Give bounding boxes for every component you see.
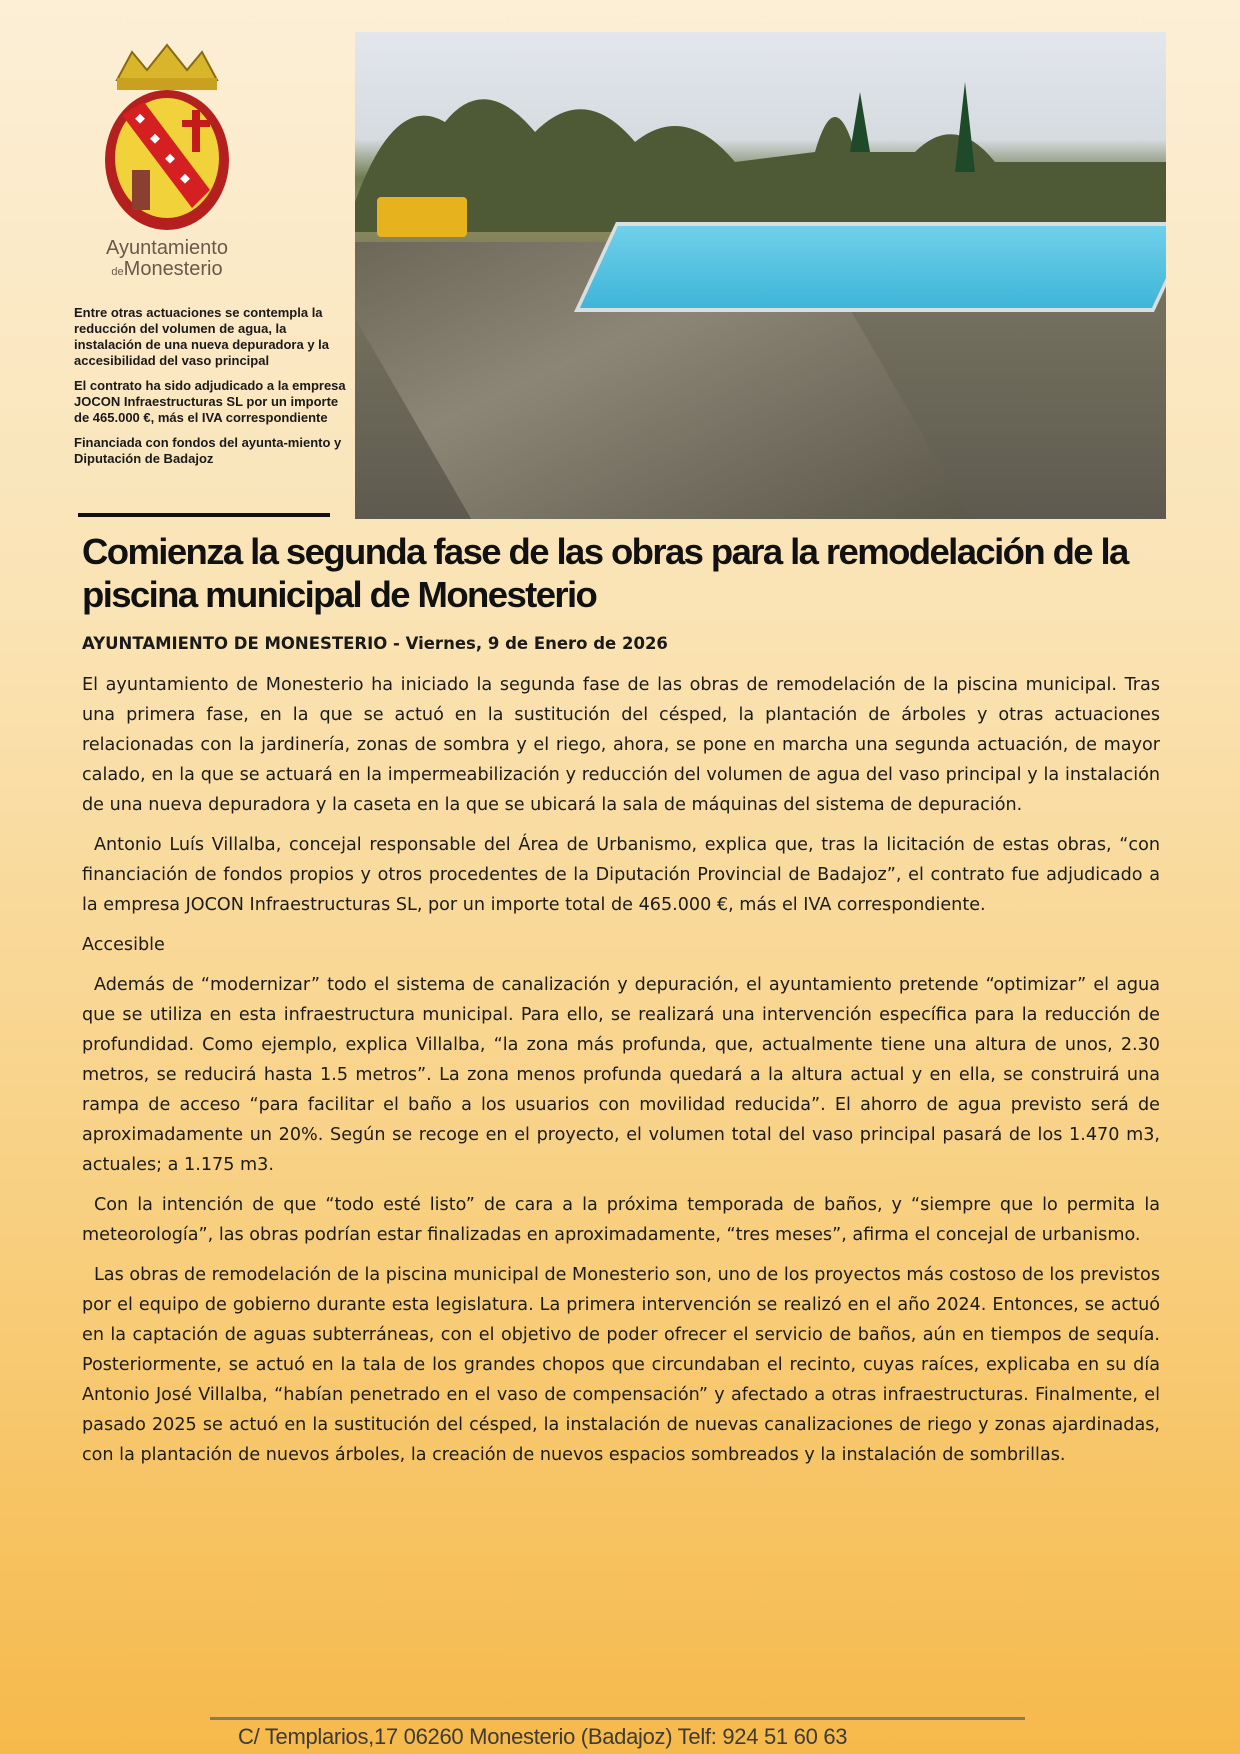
paragraph: Con la intención de que “todo esté listo” de cara a la próxima temporada de baños, y “siempre que lo permita la meteorología”, las obras podrían estar finalizadas en aproximadamente, “tres meses”, afirma el concejal de urbanismo. — [82, 1195, 1160, 1245]
paragraph: Además de “modernizar” todo el sistema de canalización y depuración, el ayuntamiento pretende “optimizar” el agua que se utiliza en esta infraestructura municipal. Para ello, se realizará una intervención específica para la reducción de profundidad. Como ejemplo, explica Villalba, “la zona más profunda, que, actualmente tiene una altura de unos, 2.30 metros, se reducirá hasta 1.5 metros”. La zona menos profunda quedará a la altura actual y en ella, se construirá una rampa de acceso “para facilitar el baño a los usuarios con movilidad reducida”. El ahorro de agua previsto será de aproximadamente un 20%. Según se recoge en el proyecto, el volumen total del vaso principal pasará de los 1.470 m3, actuales; a 1.175 m3. — [82, 975, 1160, 1175]
logo-text-de: de — [111, 266, 124, 278]
logo-caption — [92, 238, 242, 283]
article-body — [82, 670, 1160, 1480]
sidebar-highlights — [74, 305, 349, 476]
excavator — [377, 197, 467, 237]
sidebar-divider — [78, 513, 330, 517]
highlight-3: Financiada con fondos del ayunta-miento y Diputación de Badajoz — [74, 435, 342, 466]
paragraph: Las obras de remodelación de la piscina municipal de Monesterio son, uno de los proyectos más costoso de los previstos por el equipo de gobierno durante esta legislatura. La primera intervención se realizó en el año 2024. Entonces, se actuó en la captación de aguas subterráneas, con el objetivo de poder ofrecer el servicio de baños, aún en tiempos de sequía. Posteriormente, se actuó en la tala de los grandes chopos que circundaban el recinto, cuyas raíces, explicaba en su día Antonio José Villalba, “habían penetrado en el vaso de compensación” y afectado a otras infraestructuras. Finalmente, el pasado 2025 se actuó en la sustitución del césped, la instalación de nuevas canalizaciones de riego y zonas ajardinadas, con la plantación de nuevos árboles, la creación de nuevos espacios sombreados y la instalación de sombrillas. — [82, 1265, 1160, 1465]
pool-construction-photo — [355, 32, 1166, 519]
empty-pool — [574, 222, 1166, 312]
article-byline: AYUNTAMIENTO DE MONESTERIO - Viernes, 9 de Enero de 2026 — [82, 634, 668, 653]
highlight-1: Entre otras actuaciones se contempla la reducción del volumen de agua, la instalación de una nueva depuradora y la accesibilidad del vaso principal — [74, 305, 330, 368]
paragraph: Antonio Luís Villalba, concejal responsable del Área de Urbanismo, explica que, tras la licitación de estas obras, “con financiación de fondos propios y otros procedentes de la Diputación Provincial de Badajoz”, el contrato fue adjudicado a la empresa JOCON Infraestructuras SL, por un importe total de 465.000 €, más el IVA correspondiente. — [82, 835, 1160, 915]
article-title: Comienza la segunda fase de las obras para la remodelación de la piscina municipal de Monesterio — [82, 531, 1128, 615]
paragraph: El ayuntamiento de Monesterio ha iniciado la segunda fase de las obras de remodelación de la piscina municipal. Tras una primera fase, en la que se actuó en la sustitución del césped, la plantación de árboles y otras actuaciones relacionadas con la jardinería, zonas de sombra y el riego, ahora, se pone en marcha una segunda actuación, de mayor calado, en la que se actuará en la impermeabilización y reducción del volumen de agua del vaso principal y la instalación de una nueva depuradora y la caseta en la que se ubicará la sala de máquinas del sistema de depuración. — [82, 675, 1160, 815]
coat-of-arms-logo — [92, 40, 242, 240]
subheading-accesible: Accesible — [82, 935, 165, 955]
logo-text-monesterio: Monesterio — [123, 258, 223, 280]
footer-address: C/ Templarios,17 06260 Monesterio (Badajoz) Telf: 924 51 60 63 — [238, 1724, 848, 1749]
trees-illustration — [355, 52, 1166, 232]
footer-divider — [210, 1717, 1025, 1720]
highlight-2: El contrato ha sido adjudicado a la empresa JOCON Infraestructuras SL por un importe de 465.000 €, más el IVA correspondiente — [74, 378, 346, 425]
logo-text-ayuntamiento: Ayuntamiento — [106, 237, 228, 259]
